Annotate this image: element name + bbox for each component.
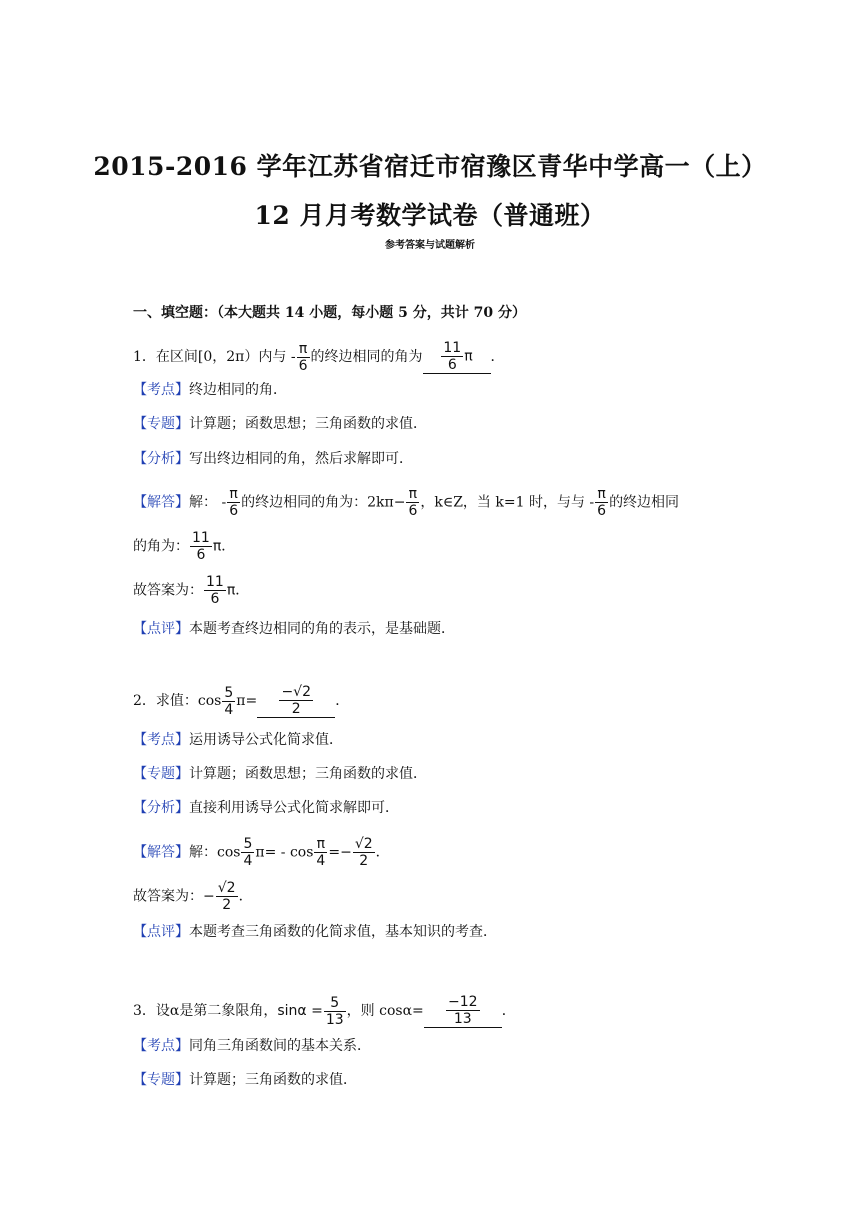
q2-dianping: 【点评】本题考查三角函数的化简求值，基本知识的考查． [133, 924, 497, 940]
q3-stem: 3．设α是第二象限角，sinα = $\frac{5}{13}$ ，则 cosα= $\frac{-12}{13}$ ． [133, 994, 516, 1028]
q1-zhuanti: 【专题】计算题；函数思想；三角函数的求值． [133, 416, 427, 432]
q2-final-answer: 故答案为：− $\frac{√2}{2}$ ． [133, 880, 253, 913]
q1-stem: 1．在区间[0，2π）内与 - $\frac{\pi}{6}$ 的终边相同的角为 $\frac{11}{6}$ π ． [133, 340, 505, 374]
q3-zhuanti: 【专题】计算题；三角函数的求值． [133, 1072, 357, 1088]
page-title-line2: 12 月月考数学试卷（普通班） [254, 201, 606, 230]
q1-final-answer: 故答案为： $\frac{11}{6}$ π． [133, 574, 250, 607]
q1-jieda-line2: 的角为： $\frac{11}{6}$ π． [133, 530, 236, 563]
q2-stem: 2．求值：cos $\frac{5}{4}$ π= $\frac{-√2}{2}$ ． [133, 684, 350, 718]
q1-fenxi: 【分析】写出终边相同的角，然后求解即可． [133, 451, 413, 467]
q2-fenxi: 【分析】直接利用诱导公式化简求解即可． [133, 800, 399, 816]
page-subtitle: 参考答案与试题解析 [385, 240, 475, 251]
q1-answer-blank: $\frac{11}{6}$ π [423, 340, 491, 374]
q1-stem-post: 的终边相同的角为 [310, 349, 423, 365]
page-title-line1: 2015-2016 学年江苏省宿迁市宿豫区青华中学高一（上） [93, 152, 767, 181]
q1-stem-fraction: $\frac{\pi}{6}$ [298, 340, 308, 374]
q3-kaodian: 【考点】同角三角函数间的基本关系． [133, 1038, 371, 1054]
q1-jieda: 【解答】解： - $\frac{\pi}{6}$ 的终边相同的角为：2kπ− $\frac{\pi}{6}$ ，k∈Z，当 k=1 时，与与 - $\frac{\pi}{6}$ 的终边相同 [133, 486, 680, 519]
q2-answer-blank: $\frac{-√2}{2}$ [257, 684, 335, 718]
section-heading: 一、填空题：（本大题共 14 小题，每小题 5 分，共计 70 分） [133, 305, 526, 321]
q3-answer-blank: $\frac{-12}{13}$ [424, 994, 502, 1028]
q1-kaodian: 【考点】终边相同的角． [133, 382, 287, 398]
q2-jieda: 【解答】解：cos $\frac{5}{4}$ π= - cos $\frac{\pi}{4}$ =− $\frac{√2}{2}$ ． [133, 836, 390, 869]
q2-zhuanti: 【专题】计算题；函数思想；三角函数的求值． [133, 766, 427, 782]
q1-dianping: 【点评】本题考查终边相同的角的表示，是基础题． [133, 621, 455, 637]
q2-kaodian: 【考点】运用诱导公式化简求值． [133, 732, 343, 748]
q1-stem-pre: 1．在区间[0，2π）内与 - [133, 349, 296, 365]
